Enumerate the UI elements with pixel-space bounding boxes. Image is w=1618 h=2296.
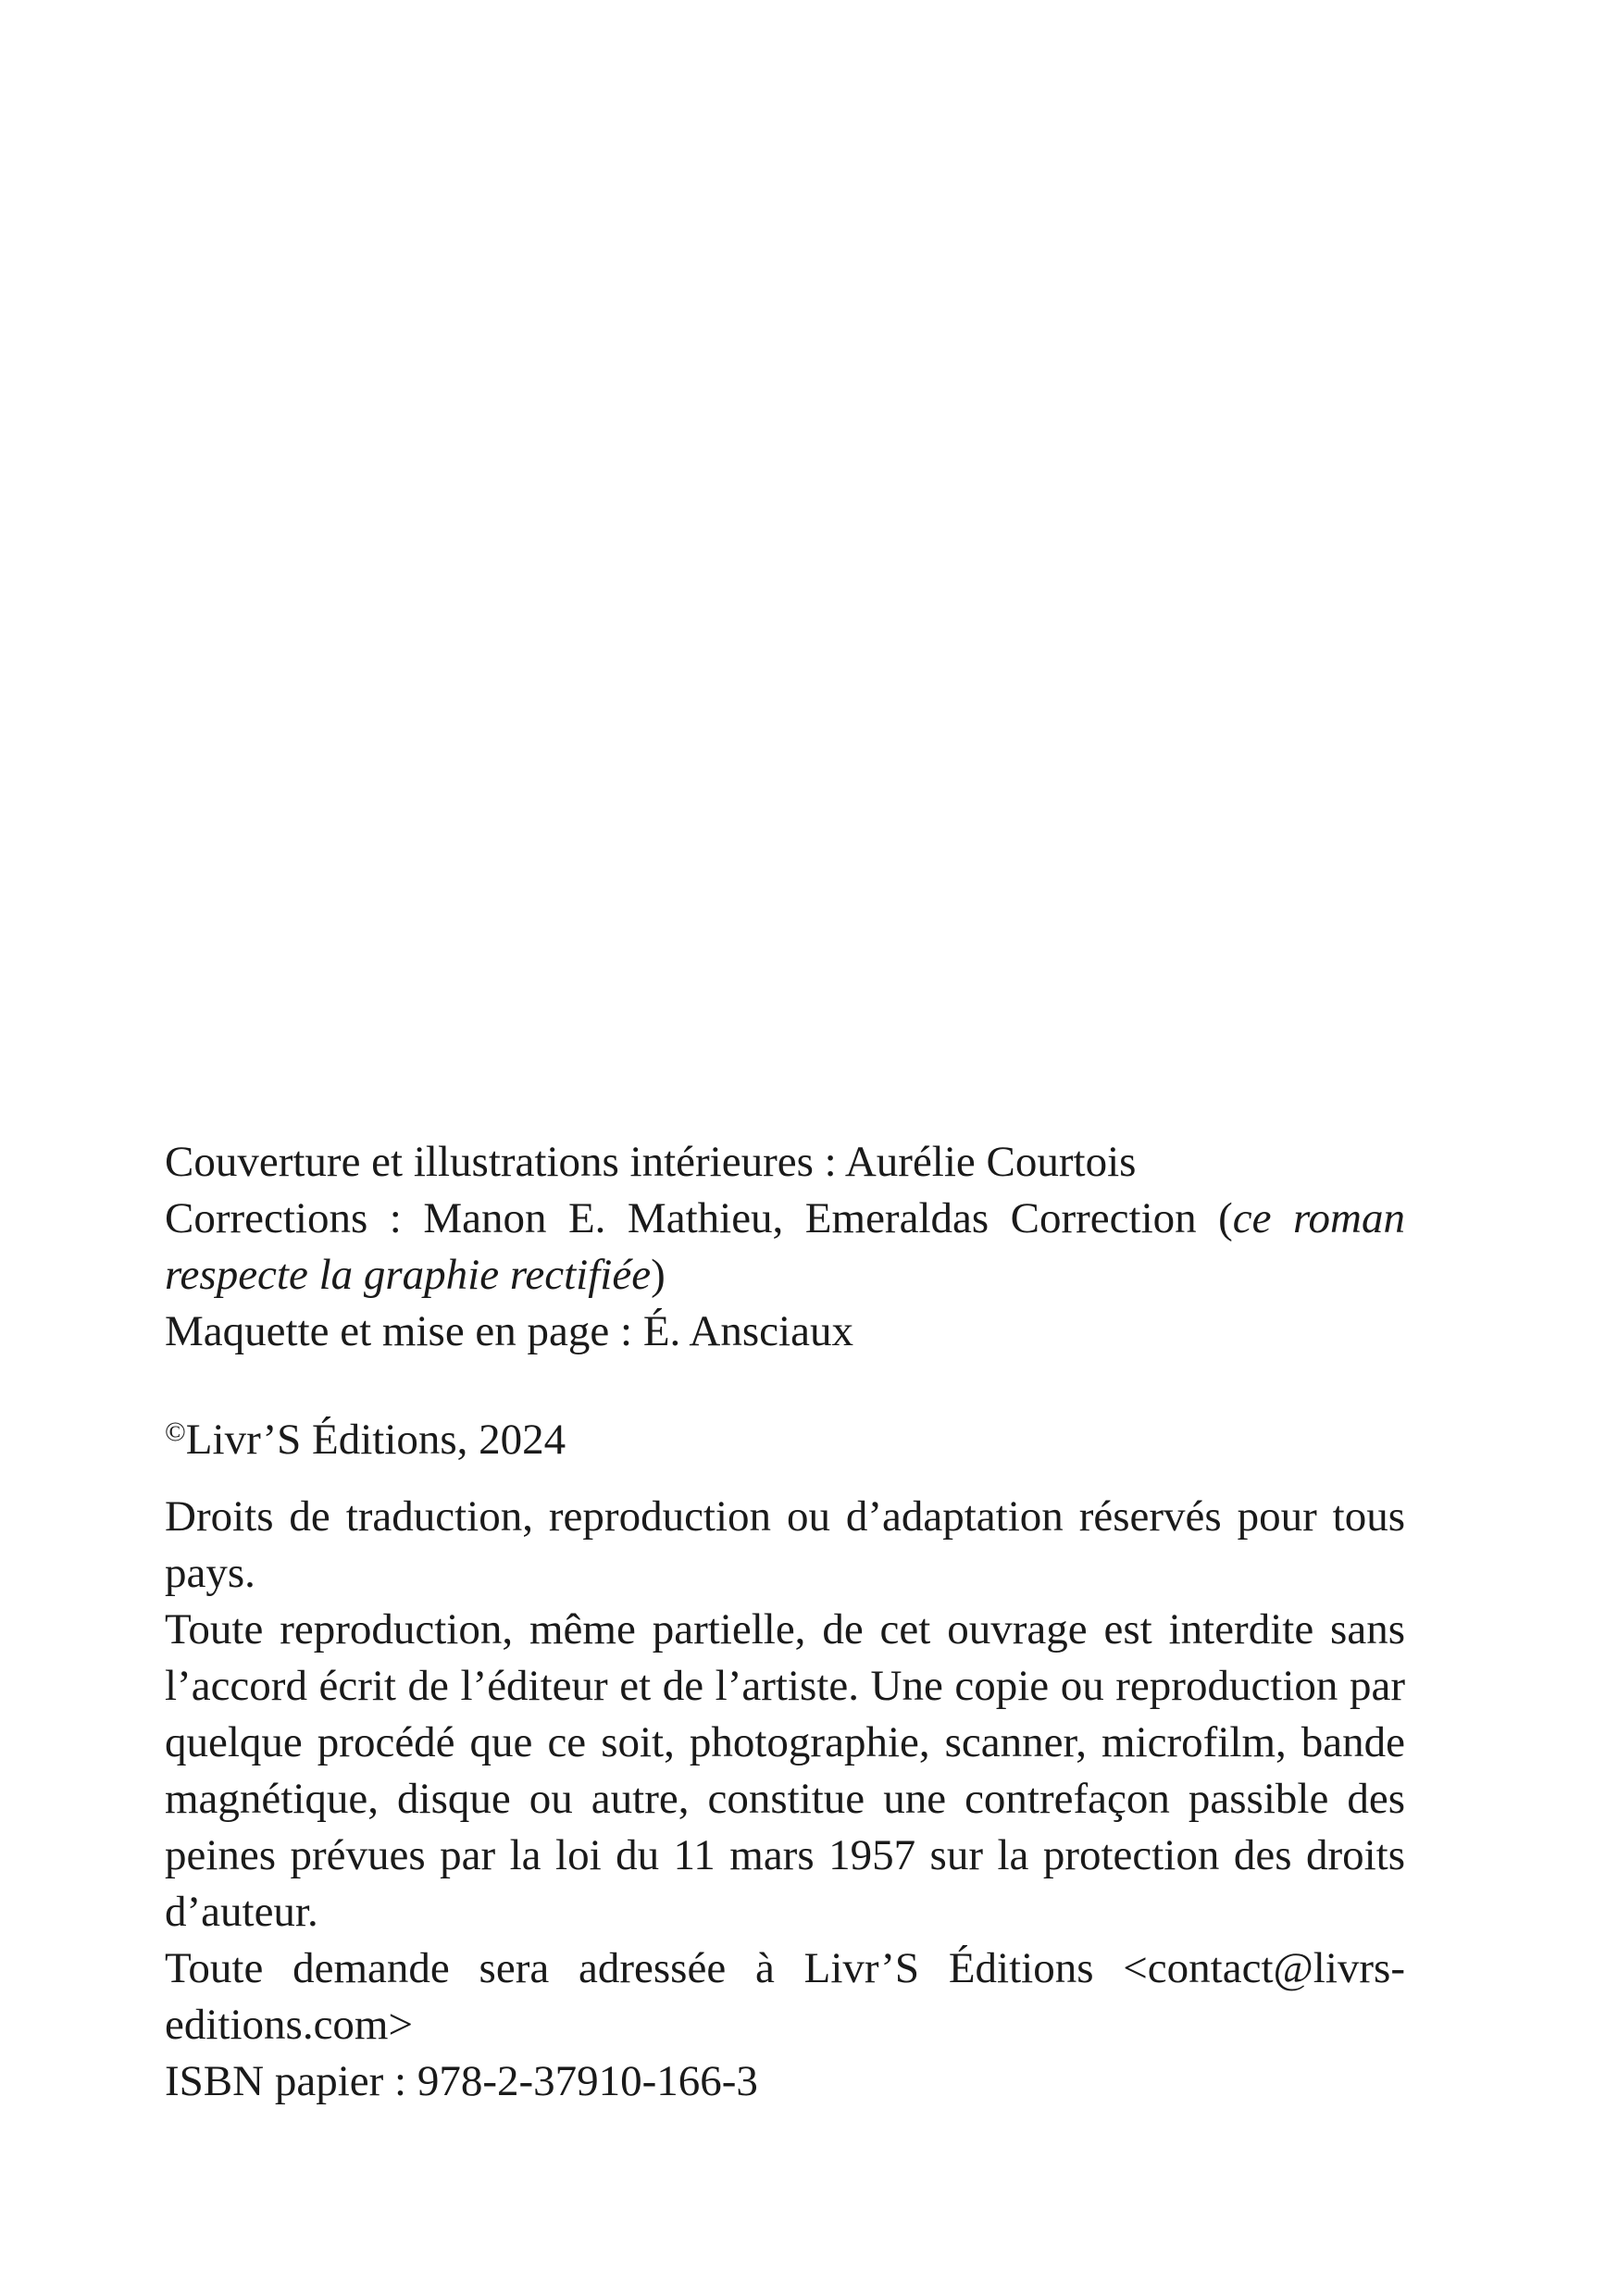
copyright-line [165, 1412, 1405, 1468]
corrections-label: Corrections : Manon E. Mathieu, Emeraldas Correction [165, 1194, 1197, 1242]
credits-block [165, 1134, 1405, 1360]
colophon [165, 1134, 1405, 2110]
corrections-credit: Corrections : Manon E. Mathieu, Emeraldas Correction (ce roman respecte la graphie rectifiée) [165, 1194, 1406, 1299]
copyright-block [165, 1412, 1405, 1468]
copyright-text: Livr’S Éditions, 2024 [185, 1416, 566, 1464]
corrections-note: ce roman respecte la graphie rectifiée [165, 1194, 1406, 1299]
layout-credit: Maquette et mise en page : É. Ansciaux [165, 1307, 853, 1355]
translation-rights: Droits de traduction, reproduction ou d’adaptation réservés pour tous pays. [165, 1492, 1405, 1597]
isbn-line: ISBN papier : 978-2-37910-166-3 [165, 2057, 758, 2105]
reproduction-notice: Toute reproduction, même partielle, de cet ouvrage est interdite sans l’accord écrit de l’éditeur et de l’artiste. Une copie ou reproduction par quelque procédé que ce soit, photographie, scanner, microfilm, bande magnétique, disque ou autre, constitue une contrefaçon passible des peines prévues par la loi du 11 mars 1957 sur la protection des droits d’auteur. [165, 1605, 1405, 1936]
cover-credit: Couverture et illustrations intérieures : Aurélie Courtois [165, 1138, 1137, 1186]
rights-block [165, 1489, 1405, 2110]
copyright-symbol: © [165, 1416, 186, 1447]
contact-line: Toute demande sera adressée à Livr’S Éditions <contact@livrs-editions.com> [165, 1944, 1405, 2049]
